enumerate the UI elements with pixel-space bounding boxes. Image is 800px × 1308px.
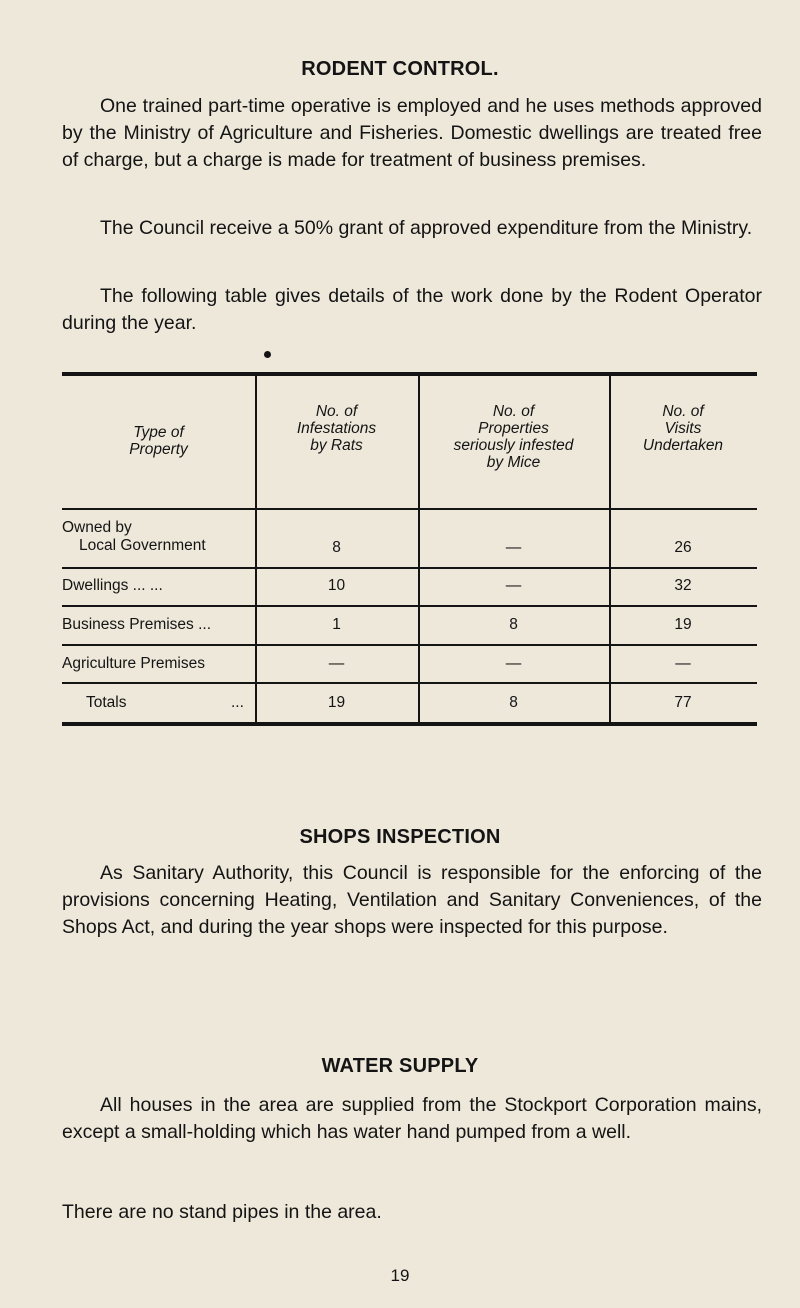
header-line: Properties bbox=[478, 420, 549, 437]
header-line: No. of bbox=[662, 403, 704, 420]
header-type-of-property bbox=[62, 424, 255, 458]
row-label-business-premises: Business Premises ... bbox=[62, 616, 212, 633]
rodent-work-table bbox=[62, 372, 757, 758]
rodent-paragraph-2-text: The Council receive a 50% grant of approved expenditure from the Ministry. bbox=[100, 217, 753, 239]
header-line: Undertaken bbox=[642, 437, 724, 454]
rodent-paragraph-3-text: The following table gives details of the work done by the Rodent Operator during the year. bbox=[62, 285, 762, 334]
header-line: seriously infested bbox=[453, 437, 574, 454]
cell-visits: 26 bbox=[674, 539, 692, 556]
totals-leader-dots: ... bbox=[231, 694, 244, 711]
row-label-dwellings: Dwellings ... ... bbox=[62, 577, 163, 594]
table-bottom-rule bbox=[62, 722, 757, 726]
header-line: No. of bbox=[492, 403, 535, 420]
water-paragraph-1 bbox=[62, 1092, 762, 1146]
cell-rats: 19 bbox=[327, 694, 346, 711]
header-properties-infested-by-mice bbox=[418, 403, 609, 471]
row-label-agriculture-premises: Agriculture Premises bbox=[62, 655, 205, 672]
shops-paragraph bbox=[62, 860, 762, 941]
header-line: Infestations bbox=[296, 420, 377, 437]
header-line: No. of bbox=[315, 403, 358, 420]
header-line: Property bbox=[129, 441, 188, 458]
table-top-rule bbox=[62, 372, 757, 376]
page-number: 19 bbox=[390, 1266, 410, 1285]
header-line: Visits bbox=[664, 420, 702, 437]
row-label-totals: Totals bbox=[86, 694, 127, 711]
water-paragraph-2-text: There are no stand pipes in the area. bbox=[62, 1201, 382, 1223]
shops-inspection-heading: SHOPS INSPECTION bbox=[299, 826, 501, 848]
cell-visits: 19 bbox=[674, 616, 692, 633]
water-paragraph-1-text: All houses in the area are supplied from the Stockport Corporation mains, except a small-holding which has water hand pumped from a well. bbox=[62, 1094, 762, 1143]
cell-mice: 8 bbox=[509, 694, 518, 711]
cell-mice: — bbox=[505, 655, 522, 672]
table-header-rule bbox=[62, 508, 757, 510]
cell-visits: — bbox=[675, 655, 691, 672]
table-row-rule bbox=[62, 644, 757, 646]
header-infestations-by-rats bbox=[255, 403, 418, 454]
water-paragraph-2 bbox=[62, 1199, 762, 1226]
cell-rats: 10 bbox=[327, 577, 346, 594]
rodent-paragraph-3 bbox=[62, 283, 762, 337]
cell-rats: 8 bbox=[332, 539, 341, 556]
table-totals-rule bbox=[62, 682, 757, 684]
rodent-control-heading: RODENT CONTROL. bbox=[301, 58, 499, 80]
cell-visits: 77 bbox=[674, 694, 692, 711]
water-supply-heading: WATER SUPPLY bbox=[321, 1055, 479, 1077]
header-line: Type of bbox=[133, 424, 184, 441]
cell-mice: — bbox=[505, 577, 522, 594]
table-row-rule bbox=[62, 567, 757, 569]
rodent-paragraph-1 bbox=[62, 93, 762, 174]
cell-rats: 1 bbox=[332, 616, 341, 633]
rodent-paragraph-2 bbox=[62, 215, 762, 242]
header-line: by Mice bbox=[486, 454, 541, 471]
rodent-paragraph-1-text: One trained part-time operative is employed and he uses methods approved by the Ministry of Agriculture and Fisheries. Domestic dwellings are treated free of charge, but a charge is made for treatment of business premises. bbox=[62, 95, 762, 171]
shops-paragraph-text: As Sanitary Authority, this Council is responsible for the enforcing of the provisions concerning Heating, Ventilation and Sanitary Conveniences, of the Shops Act, and during the year shops were inspected for this purpose. bbox=[62, 862, 762, 938]
row-label-line: Owned by bbox=[62, 519, 132, 536]
row-label-line: Local Government bbox=[79, 537, 206, 554]
cell-rats: — bbox=[328, 655, 345, 672]
table-row-rule bbox=[62, 605, 757, 607]
cell-visits: 32 bbox=[674, 577, 692, 594]
cell-mice: — bbox=[505, 539, 522, 556]
header-line: by Rats bbox=[310, 437, 363, 454]
header-visits-undertaken bbox=[609, 403, 757, 454]
row-label-owned-by-local-government bbox=[62, 519, 255, 555]
bullet-mark bbox=[264, 351, 271, 358]
cell-mice: 8 bbox=[509, 616, 518, 633]
